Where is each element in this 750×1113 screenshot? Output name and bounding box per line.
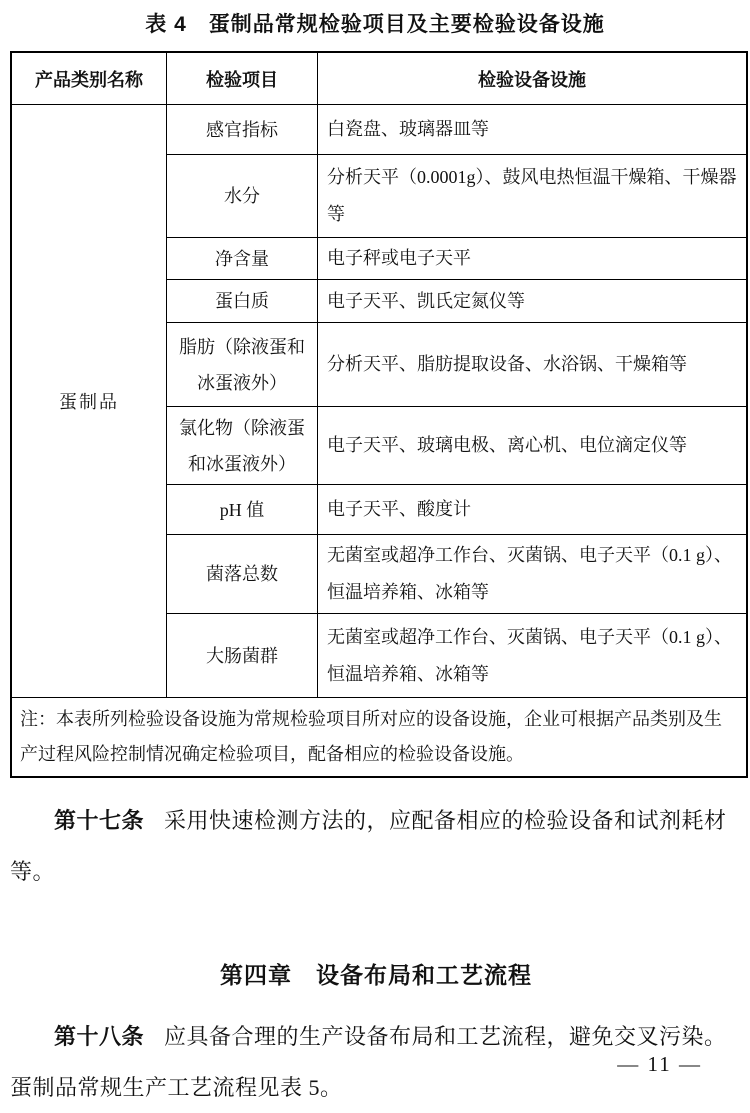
category-cell: 蛋制品 — [11, 105, 167, 698]
article-17 — [10, 795, 742, 897]
item-cell: 脂肪（除液蛋和冰蛋液外） — [167, 323, 318, 407]
equipment-cell: 白瓷盘、玻璃器皿等 — [318, 105, 748, 155]
table-note: 注：本表所列检验设备设施为常规检验项目所对应的设备设施，企业可根据产品类别及生产过程风险控制情况确定检验项目，配备相应的检验设备设施。 — [11, 698, 747, 778]
equipment-cell: 电子秤或电子天平 — [318, 238, 748, 280]
table-header-row — [11, 52, 747, 105]
article-17-label: 第十七条 — [54, 808, 145, 833]
equipment-cell: 无菌室或超净工作台、灭菌锅、电子天平（0.1 g）、恒温培养箱、冰箱等 — [318, 614, 748, 698]
article-18-text: 应具备合理的生产设备布局和工艺流程，避免交叉污染。蛋制品常规生产工艺流程见表 5。 — [10, 1024, 727, 1100]
table-title: 表 4 蛋制品常规检验项目及主要检验设备设施 — [145, 13, 605, 36]
page-number: — 11 — — [617, 1052, 702, 1076]
item-cell: pH 值 — [167, 485, 318, 535]
equipment-cell: 电子天平、酸度计 — [318, 485, 748, 535]
header-item: 检验项目 — [167, 52, 318, 105]
chapter-heading: 第四章 设备布局和工艺流程 — [220, 962, 532, 988]
item-cell: 大肠菌群 — [167, 614, 318, 698]
item-cell: 蛋白质 — [167, 280, 318, 323]
item-cell: 感官指标 — [167, 105, 318, 155]
item-cell: 菌落总数 — [167, 535, 318, 614]
item-cell: 水分 — [167, 155, 318, 238]
equipment-cell: 无菌室或超净工作台、灭菌锅、电子天平（0.1 g）、恒温培养箱、冰箱等 — [318, 535, 748, 614]
equipment-cell: 电子天平、玻璃电极、离心机、电位滴定仪等 — [318, 407, 748, 485]
header-category: 产品类别名称 — [11, 52, 167, 105]
inspection-table — [10, 51, 748, 778]
item-cell: 氯化物（除液蛋和冰蛋液外） — [167, 407, 318, 485]
equipment-cell: 分析天平（0.0001g）、鼓风电热恒温干燥箱、干燥器等 — [318, 155, 748, 238]
article-18-label: 第十八条 — [54, 1024, 145, 1049]
equipment-cell: 电子天平、凯氏定氮仪等 — [318, 280, 748, 323]
header-equipment: 检验设备设施 — [318, 52, 748, 105]
table-row — [11, 105, 747, 155]
table-note-row — [11, 698, 747, 778]
equipment-cell: 分析天平、脂肪提取设备、水浴锅、干燥箱等 — [318, 323, 748, 407]
article-17-text: 采用快速检测方法的，应配备相应的检验设备和试剂耗材等。 — [10, 808, 727, 884]
item-cell: 净含量 — [167, 238, 318, 280]
